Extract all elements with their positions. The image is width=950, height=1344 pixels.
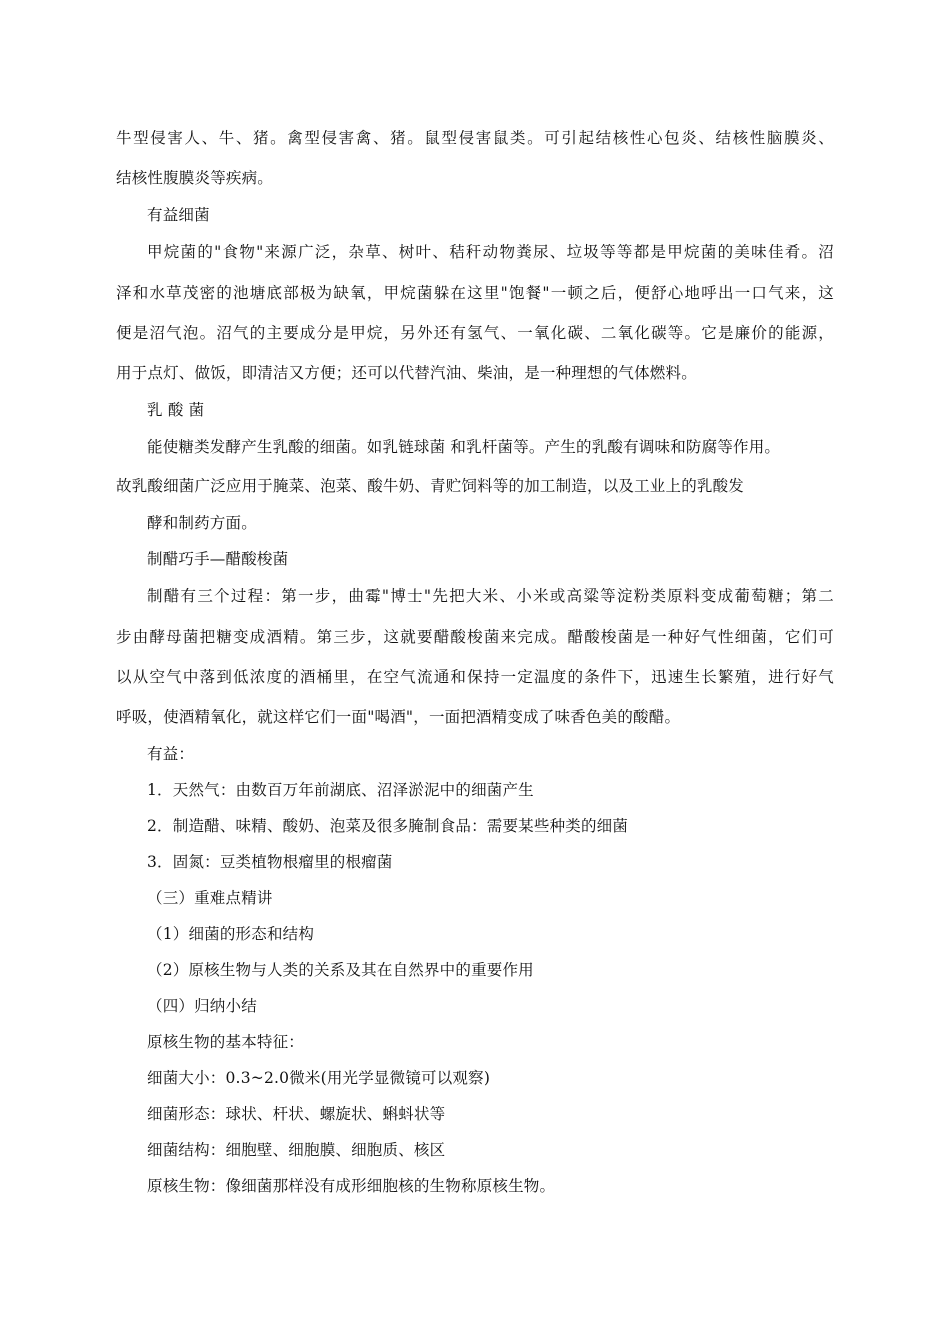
summary-line: 原核生物：像细菌那样没有成形细胞核的生物称原核生物。: [147, 1177, 556, 1195]
paragraph-line: 步由酵母菌把糖变成酒精。第三步，这就要醋酸梭菌来完成。醋酸梭菌是一种好气性细菌，它们可: [116, 628, 834, 646]
paragraph-line: 泽和水草茂密的池塘底部极为缺氧，甲烷菌躲在这里"饱餐"一顿之后，便舒心地呼出一口气来，这: [116, 284, 834, 302]
paragraph-line: 用于点灯、做饭，即清洁又方便；还可以代替汽油、柴油，是一种理想的气体燃料。: [116, 364, 697, 382]
paragraph-line: 牛型侵害人、牛、猪。禽型侵害禽、猪。鼠型侵害鼠类。可引起结核性心包炎、结核性脑膜炎、: [116, 129, 834, 147]
paragraph-line: 制醋有三个过程：第一步，曲霉"博士"先把大米、小米或高粱等淀粉类原料变成葡萄糖；第二: [147, 587, 834, 605]
section-heading: 制醋巧手—醋酸梭菌: [147, 550, 289, 568]
list-item: 2．制造醋、味精、酸奶、泡菜及很多腌制食品：需要某些种类的细菌: [147, 817, 629, 835]
section-heading: 有益：: [147, 745, 195, 763]
paragraph-line: 甲烷菌的"食物"来源广泛，杂草、树叶、秸秆动物粪尿、垃圾等等都是甲烷菌的美味佳肴。沼: [147, 243, 834, 261]
section-heading: （四）归纳小结: [147, 997, 257, 1015]
section-heading: 乳 酸 菌: [147, 401, 205, 419]
subsection-heading: （2）原核生物与人类的关系及其在自然界中的重要作用: [147, 961, 534, 979]
list-item: 1．天然气：由数百万年前湖底、沼泽淤泥中的细菌产生: [147, 781, 534, 799]
summary-title: 原核生物的基本特征：: [147, 1033, 305, 1051]
paragraph-line: 呼吸，使酒精氧化，就这样它们一面"喝酒"，一面把酒精变成了味香色美的酸醋。: [116, 708, 681, 726]
section-heading: 有益细菌: [147, 206, 210, 224]
summary-line: 细菌大小：0.3~2.0微米(用光学显微镜可以观察): [147, 1069, 491, 1087]
list-item: 3．固氮：豆类植物根瘤里的根瘤菌: [147, 853, 393, 871]
paragraph-line: 故乳酸细菌广泛应用于腌菜、泡菜、酸牛奶、青贮饲料等的加工制造，以及工业上的乳酸发: [116, 477, 745, 495]
section-heading: （三）重难点精讲: [147, 889, 273, 907]
summary-line: 细菌结构：细胞壁、细胞膜、细胞质、核区: [147, 1141, 446, 1159]
paragraph-line: 以从空气中落到低浓度的酒桶里，在空气流通和保持一定温度的条件下，迅速生长繁殖，进行好气: [116, 668, 834, 686]
paragraph-line: 能使糖类发酵产生乳酸的细菌。如乳链球菌 和乳杆菌等。产生的乳酸有调味和防腐等作用。: [147, 438, 781, 456]
paragraph-line: 结核性腹膜炎等疾病。: [116, 169, 274, 187]
paragraph-line: 便是沼气泡。沼气的主要成分是甲烷，另外还有氢气、一氧化碳、二氧化碳等。它是廉价的能源，: [116, 324, 834, 342]
paragraph-line: 酵和制药方面。: [147, 514, 257, 532]
summary-line: 细菌形态：球状、杆状、螺旋状、蝌蚪状等: [147, 1105, 446, 1123]
subsection-heading: （1）细菌的形态和结构: [147, 925, 315, 943]
